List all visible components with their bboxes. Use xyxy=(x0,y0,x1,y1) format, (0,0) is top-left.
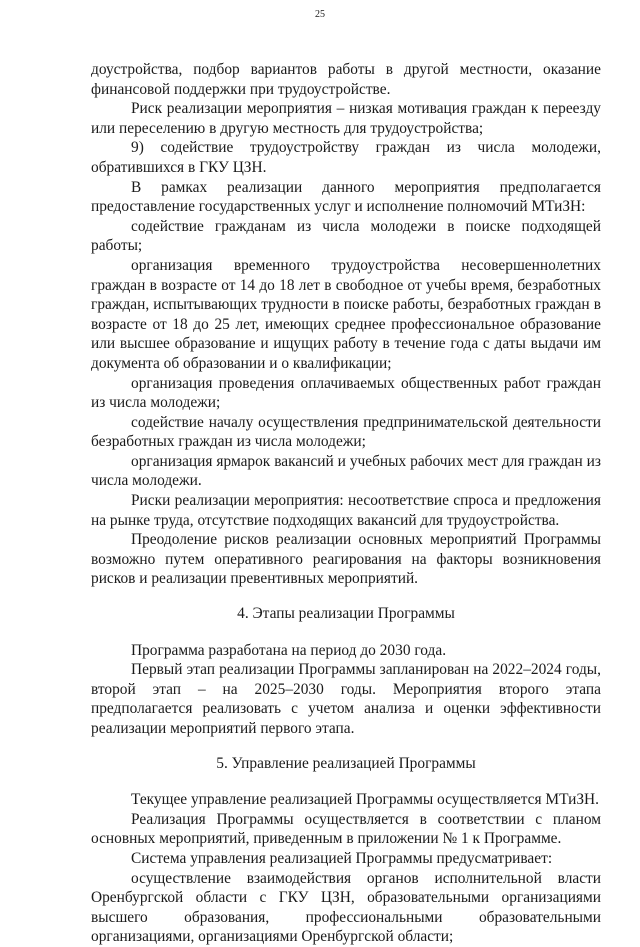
list-item: содействие гражданам из числа молодежи в поиске подходящей работы; xyxy=(91,217,601,255)
paragraph: Программа разработана на период до 2030 года. xyxy=(131,641,447,659)
paragraph: В рамках реализации данного мероприятия предполагается предоставление государственных услуг и исполнение полномочий МТиЗН: xyxy=(91,178,601,216)
paragraph: Риски реализации мероприятия: несоответствие спроса и предложения на рынке труда, отсутствие подходящих вакансий для трудоустройства. xyxy=(91,492,601,529)
paragraph: Система управления реализацией Программы предусматривает: xyxy=(131,849,553,867)
paragraph: Текущее управление реализацией Программы осуществляется МТиЗН. xyxy=(131,791,600,809)
section-heading: 5. Управление реализацией Программы xyxy=(216,754,476,772)
paragraph: Преодоление рисков реализации основных мероприятий Программы возможно путем оперативного реагирования на факторы возникновения рисков и реализации превентивных мероприятий. xyxy=(91,531,601,588)
list-item: организация временного трудоустройства несовершеннолетних граждан в возрасте от 14 до 18 лет в свободное от учебы время, безработных граждан, испытывающих трудности в поиске работы, безработных граждан в возрасте от 18 до 25 лет, имеющих среднее профессиональное образование или высшее образование и ищущих работу в течение года с даты выдачи им документа об образовании и о квалификации; xyxy=(91,256,601,372)
section-heading: 4. Этапы реализации Программы xyxy=(237,605,455,623)
paragraph: Реализация Программы осуществляется в соответствии с планом основных мероприятий, приведенным в приложении № 1 к Программе. xyxy=(91,810,601,848)
page-number: 25 xyxy=(315,9,325,20)
list-item: содействие началу осуществления предпринимательской деятельности безработных граждан из числа молодежи; xyxy=(91,413,601,451)
list-item: организация ярмарок вакансий и учебных рабочих мест для граждан из числа молодежи. xyxy=(91,452,601,490)
list-item: организация проведения оплачиваемых общественных работ граждан из числа молодежи; xyxy=(91,374,601,412)
document-body xyxy=(91,60,601,947)
paragraph: Риск реализации мероприятия – низкая мотивация граждан к переезду или переселению в другую местность для трудоустройства; xyxy=(91,100,601,137)
paragraph: доустройства, подбор вариантов работы в другой местности, оказание финансовой поддержки при трудоустройстве. xyxy=(91,61,601,98)
paragraph: 9) содействие трудоустройству граждан из числа молодежи, обратившихся в ГКУ ЦЗН. xyxy=(91,139,601,176)
list-item: осуществление взаимодействия органов исполнительной власти Оренбургской области с ГКУ ЦЗН, образовательными организациями высшего образования, профессиональными образовательными организациями, организациями Оренбургской области; xyxy=(91,869,601,946)
paragraph: Первый этап реализации Программы запланирован на 2022–2024 годы, второй этап – на 2025–2030 годы. Мероприятия второго этапа предполагается реализовать с учетом анализа и оценки эффективности реализации мероприятий первого этапа. xyxy=(91,661,601,737)
